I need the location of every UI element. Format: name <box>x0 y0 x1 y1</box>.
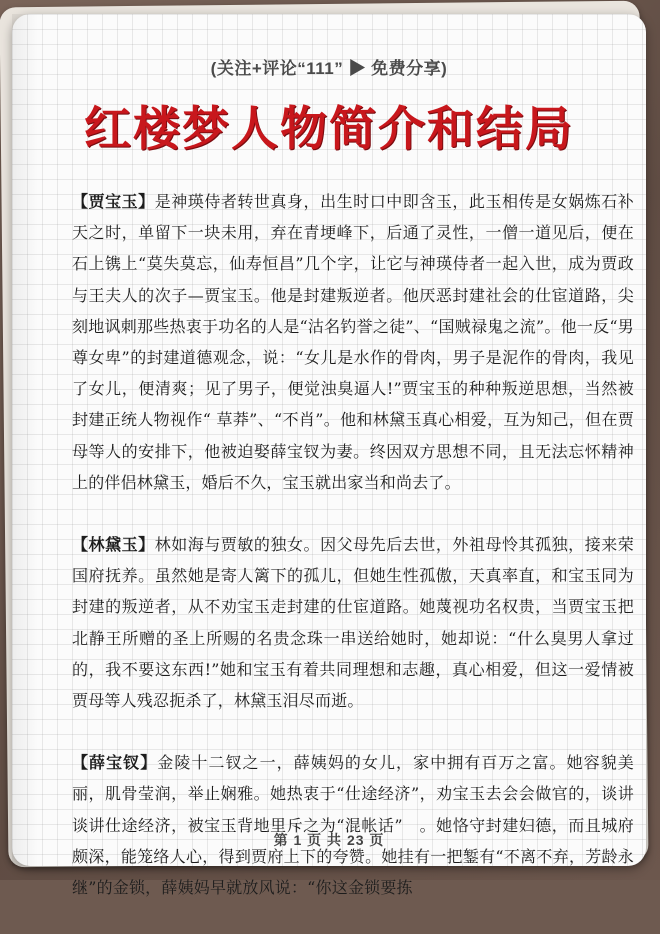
entry-text: 金陵十二钗之一，薛姨妈的女儿，家中拥有百万之富。她容貌美丽，肌骨莹润，举止娴雅。她热衷于“仕途经济”，劝宝玉去会会做官的，谈讲谈讲仕途经济，被宝玉背地里斥之为“混帐话” 。她恪守封建妇德，而且城府颇深，能笼络人心，得到贾府上下的夸赞。她挂有一把錾有“不离不弃，芳龄永继”的金锁，薛姨妈早就放风说：“你这金锁要拣 <box>72 753 634 898</box>
header-note: (关注+评论“111” ▶ 免费分享) <box>210 59 448 78</box>
entry-name: 【薛宝钗】 <box>72 753 158 773</box>
body-text <box>72 186 634 934</box>
entry-xue-baochai <box>72 747 634 903</box>
entry-name: 【林黛玉】 <box>72 535 155 555</box>
entry-lin-daiyu <box>72 529 634 716</box>
page-number: 第 1 页 共 23 页 <box>273 832 385 848</box>
entry-text: 林如海与贾敏的独女。因父母先后去世，外祖母怜其孤独，接来荣国府抚养。虽然她是寄人篱下的孤儿，但她生性孤傲，天真率直，和宝玉同为封建的叛逆者，从不劝宝玉走封建的仕宦道路。她蔑视功名权贵，当贾宝玉把北静王所赠的圣上所赐的名贵念珠一串送给她时，她却说：“什么臭男人拿过的，我不要这东西!”她和宝玉有着共同理想和志趣，真心相爱，但这一爱情被贾母等人残忍扼杀了，林黛玉泪尽而逝。 <box>72 535 634 711</box>
entry-text: 是神瑛侍者转世真身，出生时口中即含玉，此玉相传是女娲炼石补天之时，单留下一块未用，弃在青埂峰下，后通了灵性，一僧一道见后，便在石上镌上“莫失莫忘，仙寿恒昌”几个字，让它与神瑛侍者一起入世，成为贾政与王夫人的次子—贾宝玉。他是封建叛逆者。他厌恶封建社会的仕宦道路，尖刻地讽刺那些热衷于功名的人是“沽名钓誉之徒”、“国贼禄鬼之流”。他一反“男尊女卑”的封建道德观念，说：“女儿是水作的骨肉，男子是泥作的骨肉，我见了女儿，便清爽；见了男子，便觉浊臭逼人!”贾宝玉的种种叛逆思想，当然被封建正统人物视作“ 草莽”、“不肖”。他和林黛玉真心相爱，互为知己，但在贾母等人的安排下，他被迫娶薛宝钗为妻。终因双方思想不同，且无法忘怀精神上的伴侣林黛玉，婚后不久，宝玉就出家当和尚去了。 <box>72 192 634 492</box>
grid-paper-page <box>12 14 646 898</box>
page-title: 红楼梦人物简介和结局 <box>84 102 574 157</box>
entry-jia-baoyu <box>72 186 634 498</box>
entry-name: 【贾宝玉】 <box>72 192 155 211</box>
